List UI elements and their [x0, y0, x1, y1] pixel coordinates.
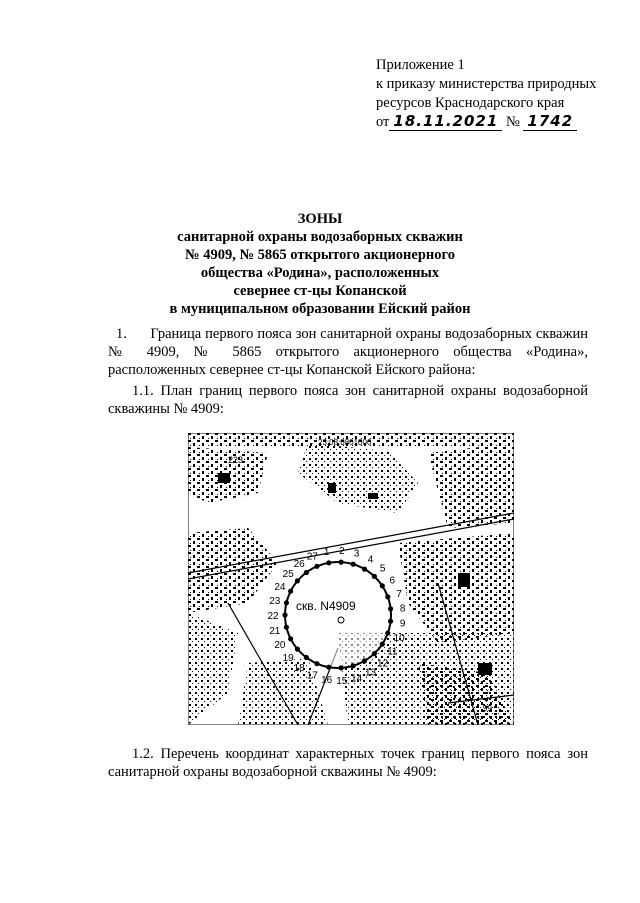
boundary-point-label: 16: [321, 675, 333, 686]
boundary-point-2: [339, 560, 344, 565]
boundary-point-label: 25: [282, 569, 294, 581]
title-line: общества «Родина», расположенных: [200, 265, 440, 281]
boundary-point-1: [326, 560, 331, 565]
parcel-label-99: 99: [483, 704, 492, 713]
boundary-point-label: 3: [353, 548, 360, 560]
boundary-point-label: 26: [293, 558, 305, 570]
boundary-point-label: 7: [396, 588, 402, 600]
title-line: севернее ст-цы Копанской: [233, 283, 407, 299]
boundary-point-label: 11: [387, 646, 398, 658]
boundary-point-8: [388, 606, 393, 611]
title-line: санитарной охраны водозаборных скважин: [177, 229, 463, 245]
boundary-point-label: 6: [389, 575, 396, 587]
boundary-point-label: 20: [274, 640, 286, 652]
boundary-point-label: 14: [351, 673, 363, 685]
boundary-point-label: 18: [293, 663, 305, 675]
boundary-point-label: 23: [269, 596, 281, 607]
boundary-point-27: [314, 564, 319, 569]
document-title: [150, 210, 490, 318]
boundary-point-24: [288, 589, 293, 594]
boundary-point-18: [304, 655, 309, 660]
boundary-point-23: [284, 600, 289, 605]
date-prefix: от: [376, 114, 390, 130]
title-line: № 4909, № 5865 открытого акционерного: [185, 247, 455, 263]
map-image: [188, 433, 514, 725]
paragraph-1-2: 1.2. Перечень координат характерных точек границ первого пояса зон санитарной охраны водозаборной скважины № 4909:: [108, 746, 588, 780]
boundary-point-10: [385, 631, 390, 636]
boundary-point-label: 5: [379, 563, 386, 575]
boundary-point-12: [372, 651, 377, 656]
boundary-point-7: [385, 594, 390, 599]
parcel-label-cadastral: 23:08:0801000: [318, 438, 372, 447]
number-prefix: №: [505, 114, 520, 130]
boundary-point-label: 15: [336, 675, 348, 687]
boundary-point-label: 1: [323, 547, 330, 558]
boundary-point-label: 8: [399, 603, 406, 615]
boundary-point-label: 12: [377, 658, 389, 670]
boundary-point-label: 4: [367, 554, 374, 566]
paragraph-1-1: 1.1. План границ первого пояса зон санитарной охраны водозаборной скважины № 4909:: [108, 383, 588, 417]
well-label: скв. N4909: [296, 599, 356, 613]
boundary-point-5: [372, 574, 377, 579]
handwritten-date: 18.11.2021: [389, 113, 502, 131]
boundary-point-label: 24: [274, 581, 286, 593]
appendix-line-ministry: ресурсов Краснодарского края: [376, 95, 565, 111]
boundary-point-11: [380, 642, 385, 647]
boundary-point-14: [351, 663, 356, 668]
boundary-point-label: 17: [306, 670, 318, 682]
title-line: в муниципальном образовании Ейский район: [169, 301, 471, 317]
boundary-point-21: [284, 625, 289, 630]
parcel-label-223: 223: [228, 455, 244, 465]
boundary-point-6: [380, 583, 385, 588]
boundary-point-3: [351, 562, 356, 567]
boundary-point-label: 27: [306, 551, 318, 563]
boundary-point-26: [304, 570, 309, 575]
boundary-plan-map: [188, 433, 514, 725]
handwritten-number: 1742: [523, 113, 577, 131]
boundary-point-25: [295, 578, 300, 583]
boundary-point-label: 13: [364, 667, 377, 679]
boundary-point-13: [362, 658, 367, 663]
boundary-point-17: [314, 661, 319, 666]
boundary-point-label: 21: [269, 626, 281, 637]
appendix-header: [376, 56, 626, 132]
appendix-line-order: к приказу министерства природных: [376, 76, 597, 92]
appendix-date-line: [376, 113, 626, 132]
boundary-point-label: 10: [393, 633, 405, 645]
boundary-point-16: [326, 665, 331, 670]
appendix-title: Приложение 1: [376, 57, 465, 73]
title-heading: ЗОНЫ: [297, 211, 343, 227]
boundary-point-22: [282, 612, 287, 617]
boundary-point-20: [288, 636, 293, 641]
boundary-point-15: [339, 665, 344, 670]
paragraph-1: 1. Граница первого пояса зон санитарной охраны водозаборных скважин № 4909, № 5865 открытого акционерного общества «Родина», расположенных севернее ст-цы Копанской Ейского района:: [108, 326, 588, 378]
boundary-point-label: 22: [267, 611, 279, 622]
boundary-point-4: [362, 567, 367, 572]
boundary-point-label: 2: [339, 546, 345, 558]
boundary-point-19: [295, 647, 300, 652]
boundary-point-9: [388, 619, 393, 624]
boundary-point-label: 9: [399, 618, 406, 630]
boundary-point-label: 19: [282, 652, 294, 664]
